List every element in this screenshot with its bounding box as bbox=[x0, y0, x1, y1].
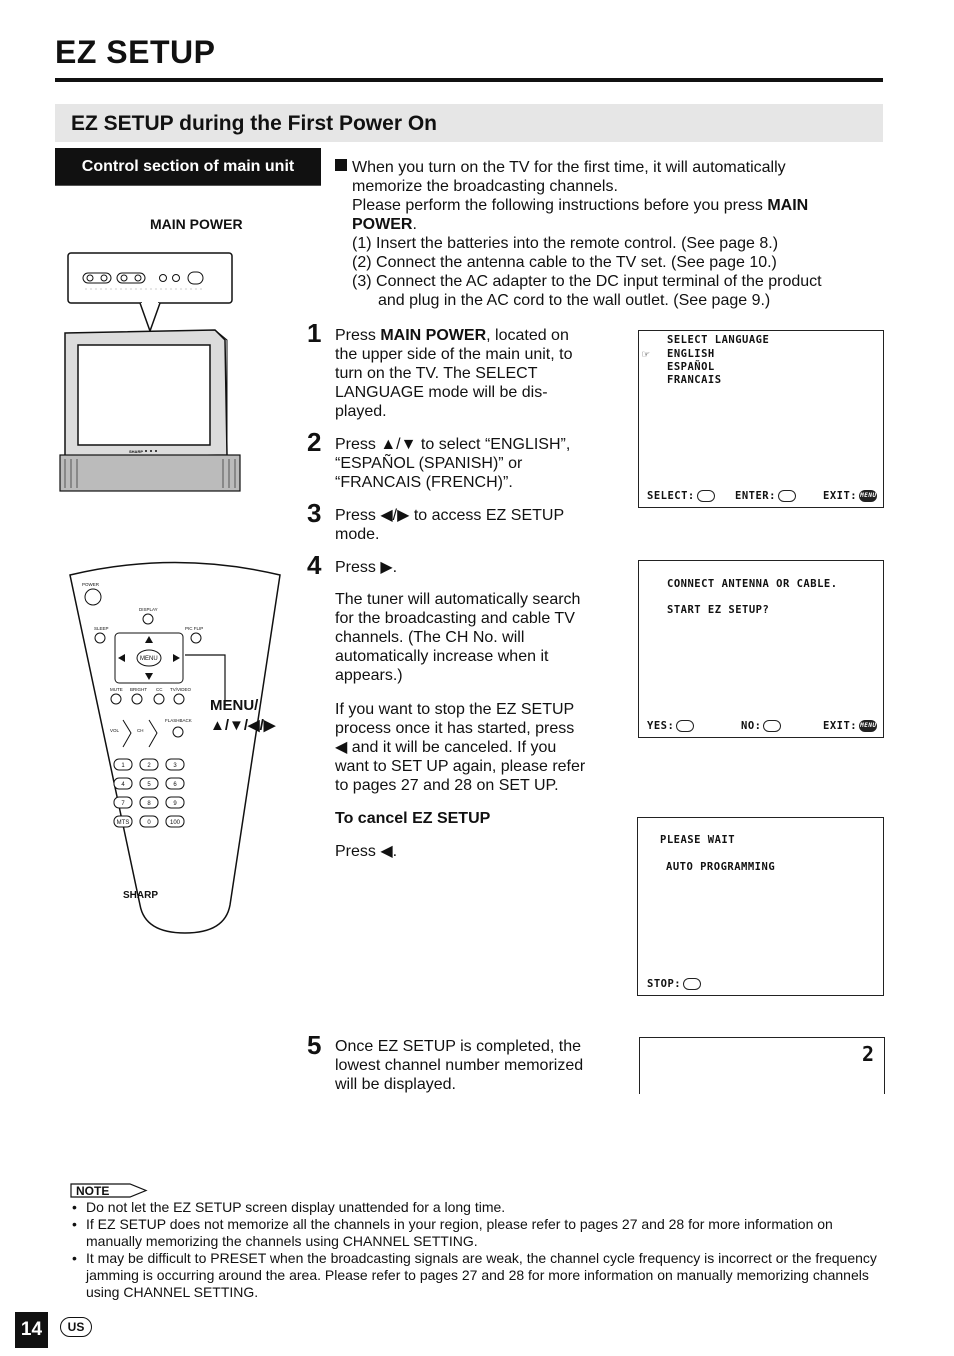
intro-item-2: (2) Connect the antenna cable to the TV set. (See page 10.) bbox=[352, 254, 777, 271]
remote-pic-flip-label: PIC FLIP bbox=[185, 626, 204, 631]
remote-key-label: 9 bbox=[173, 801, 177, 807]
step-3-number: 3 bbox=[307, 498, 322, 528]
step-1-line-1: Press MAIN POWER, located on bbox=[335, 327, 569, 344]
connect-line-1: CONNECT ANTENNA OR CABLE. bbox=[667, 578, 838, 590]
remote-key-label: 1 bbox=[121, 763, 125, 769]
note-list bbox=[70, 1199, 890, 1301]
intro-line-1: When you turn on the TV for the first time, it will automatically bbox=[352, 159, 786, 176]
remote-key-label: 5 bbox=[147, 782, 151, 788]
remote-power-label: POWER bbox=[82, 582, 100, 587]
remote-key-label: 8 bbox=[147, 801, 151, 807]
main-power-label: MAIN POWER bbox=[150, 216, 243, 232]
step-3-line-1: Press ◀/▶ to access EZ SETUP bbox=[335, 507, 565, 524]
wait-line-1: PLEASE WAIT bbox=[660, 834, 736, 846]
intro-line-4: POWER. bbox=[352, 216, 417, 233]
step-4-para-2-line-4: automatically increase when it bbox=[335, 648, 549, 665]
dpad-icon bbox=[676, 720, 694, 732]
pointing-hand-icon: ☞ bbox=[642, 347, 650, 361]
step-2-line-3: “FRANCAIS (FRENCH)”. bbox=[335, 474, 513, 491]
remote-key-label: 3 bbox=[173, 763, 177, 769]
dpad-icon bbox=[763, 720, 781, 732]
step-4-line-1: Press ▶. bbox=[335, 559, 398, 576]
tv-illustration bbox=[55, 245, 295, 500]
cancel-heading: To cancel EZ SETUP bbox=[335, 810, 491, 827]
step-4-number: 4 bbox=[307, 550, 322, 580]
remote-key-label: 4 bbox=[121, 782, 125, 788]
connect-exit-hint: EXIT: MENU bbox=[823, 720, 877, 732]
note-item-2: • If EZ SETUP does not memorize all the channels in your region, please refer to pages 27 and 28 for more information on manually memorizing the channels using CHANNEL SETTING. bbox=[70, 1216, 890, 1250]
connect-antenna-screen bbox=[638, 560, 884, 738]
tv-brand-text: SHARP bbox=[129, 449, 144, 454]
remote-key-label: 6 bbox=[173, 782, 177, 788]
remote-key-label: 2 bbox=[147, 763, 151, 769]
step-2-line-2: “ESPAÑOL (SPANISH)” or bbox=[335, 455, 523, 472]
remote-tv-video-label: TV/VIDEO bbox=[170, 687, 192, 692]
page-number: 14 bbox=[15, 1312, 48, 1348]
remote-key-label: 7 bbox=[121, 801, 125, 807]
remote-sleep-label: SLEEP bbox=[94, 626, 109, 631]
remote-vol-label: VOL bbox=[110, 728, 120, 733]
channel-screen bbox=[639, 1037, 885, 1094]
page-title: EZ SETUP bbox=[55, 34, 216, 70]
remote-key-label: MTS bbox=[116, 820, 130, 826]
note-badge bbox=[70, 1183, 148, 1198]
lang-option-espanol: ESPAÑOL bbox=[667, 361, 715, 373]
wait-stop-hint: STOP: bbox=[647, 978, 701, 990]
step-2-line-1: Press ▲/▼ to select “ENGLISH”, bbox=[335, 436, 571, 453]
menu-arrows-label: ▲/▼/◀/▶ bbox=[210, 717, 276, 734]
step-4-para-2-line-2: for the broadcasting and cable TV bbox=[335, 610, 575, 627]
channel-number: 2 bbox=[861, 1042, 874, 1066]
menu-label: MENU/ bbox=[210, 697, 259, 714]
intro-line-3: Please perform the following instructions before you press MAIN bbox=[352, 197, 809, 214]
remote-bright-label: BRIGHT bbox=[130, 687, 148, 692]
menu-icon: MENU bbox=[859, 490, 877, 502]
dpad-icon bbox=[697, 490, 715, 502]
step-5-line-1: Once EZ SETUP is completed, the bbox=[335, 1038, 582, 1055]
intro-square-bullet bbox=[335, 159, 347, 171]
select-language-screen bbox=[638, 330, 884, 508]
lang-screen-title: SELECT LANGUAGE bbox=[667, 334, 770, 346]
step-1-line-3: turn on the TV. The SELECT bbox=[335, 365, 538, 382]
connect-no-hint: NO: bbox=[741, 720, 781, 732]
step-2-number: 2 bbox=[307, 427, 322, 457]
lang-option-english: ENGLISH bbox=[667, 348, 715, 360]
dpad-icon bbox=[683, 978, 701, 990]
remote-ch-label: CH bbox=[137, 728, 144, 733]
step-4-para-2-line-5: appears.) bbox=[335, 667, 403, 684]
intro-item-3-cont: and plug in the AC cord to the wall outlet. (See page 9.) bbox=[378, 292, 771, 309]
remote-mute-label: MUTE bbox=[110, 687, 123, 692]
step-1-line-4: LANGUAGE mode will be dis- bbox=[335, 384, 548, 401]
wait-line-2: AUTO PROGRAMMING bbox=[666, 861, 776, 873]
lang-option-francais: FRANCAIS bbox=[667, 374, 722, 386]
auto-programming-screen bbox=[637, 817, 884, 996]
note-badge-text: NOTE bbox=[76, 1184, 110, 1198]
note-item-1: • Do not let the EZ SETUP screen display unattended for a long time. bbox=[70, 1199, 890, 1216]
connect-line-2: START EZ SETUP? bbox=[667, 604, 770, 616]
step-4-para-3-line-5: to pages 27 and 28 on SET UP. bbox=[335, 777, 559, 794]
cancel-text: Press ◀. bbox=[335, 843, 398, 860]
control-divider bbox=[55, 185, 321, 186]
step-4-para-3-line-1: If you want to stop the EZ SETUP bbox=[335, 701, 575, 718]
remote-key-label: 0 bbox=[147, 820, 151, 826]
remote-brand-text: SHARP bbox=[123, 890, 159, 901]
remote-key-label: 100 bbox=[169, 820, 181, 826]
step-1-line-2: the upper side of the main unit, to bbox=[335, 346, 573, 363]
step-5-line-3: will be displayed. bbox=[335, 1076, 456, 1093]
step-4-para-2-line-3: channels. (The CH No. will bbox=[335, 629, 525, 646]
remote-illustration bbox=[55, 555, 295, 940]
dpad-icon bbox=[778, 490, 796, 502]
remote-cc-label: CC bbox=[156, 687, 163, 692]
lang-select-hint: SELECT: bbox=[647, 490, 715, 502]
intro-item-3: (3) Connect the AC adapter to the DC input terminal of the product bbox=[352, 273, 822, 290]
connect-yes-hint: YES: bbox=[647, 720, 694, 732]
lang-enter-hint: ENTER: bbox=[735, 490, 796, 502]
intro-item-1: (1) Insert the batteries into the remote control. (See page 8.) bbox=[352, 235, 779, 252]
step-4-para-3-line-3: ◀ and it will be canceled. If you bbox=[335, 739, 557, 756]
region-badge: US bbox=[60, 1317, 92, 1337]
lang-exit-hint: EXIT: MENU bbox=[823, 490, 877, 502]
step-4-para-3-line-4: want to SET UP again, please refer bbox=[335, 758, 586, 775]
step-4-para-2-line-1: The tuner will automatically search bbox=[335, 591, 581, 608]
step-5-number: 5 bbox=[307, 1030, 322, 1060]
step-1-line-5: played. bbox=[335, 403, 387, 420]
remote-display-label: DISPLAY bbox=[139, 607, 158, 612]
step-3-line-2: mode. bbox=[335, 526, 380, 543]
step-5-line-2: lowest channel number memorized bbox=[335, 1057, 584, 1074]
note-item-3: • It may be difficult to PRESET when the broadcasting signals are weak, the channel cycle frequency is incorrect or the frequency jamming is occurring around the area. Please refer to pages 27 and 28 for more information on manually memorizing channels using CHANNEL SETTING. bbox=[70, 1250, 890, 1301]
remote-menu-label: MENU bbox=[140, 656, 158, 662]
section-title: EZ SETUP during the First Power On bbox=[71, 112, 437, 135]
remote-flashback-label: FLASHBACK bbox=[165, 718, 192, 723]
menu-icon: MENU bbox=[859, 720, 877, 732]
intro-line-2: memorize the broadcasting channels. bbox=[352, 178, 618, 195]
step-1-number: 1 bbox=[307, 318, 322, 348]
control-section-label: Control section of main unit bbox=[55, 148, 321, 185]
step-4-para-3-line-2: process once it has started, press bbox=[335, 720, 575, 737]
title-rule bbox=[55, 78, 883, 82]
